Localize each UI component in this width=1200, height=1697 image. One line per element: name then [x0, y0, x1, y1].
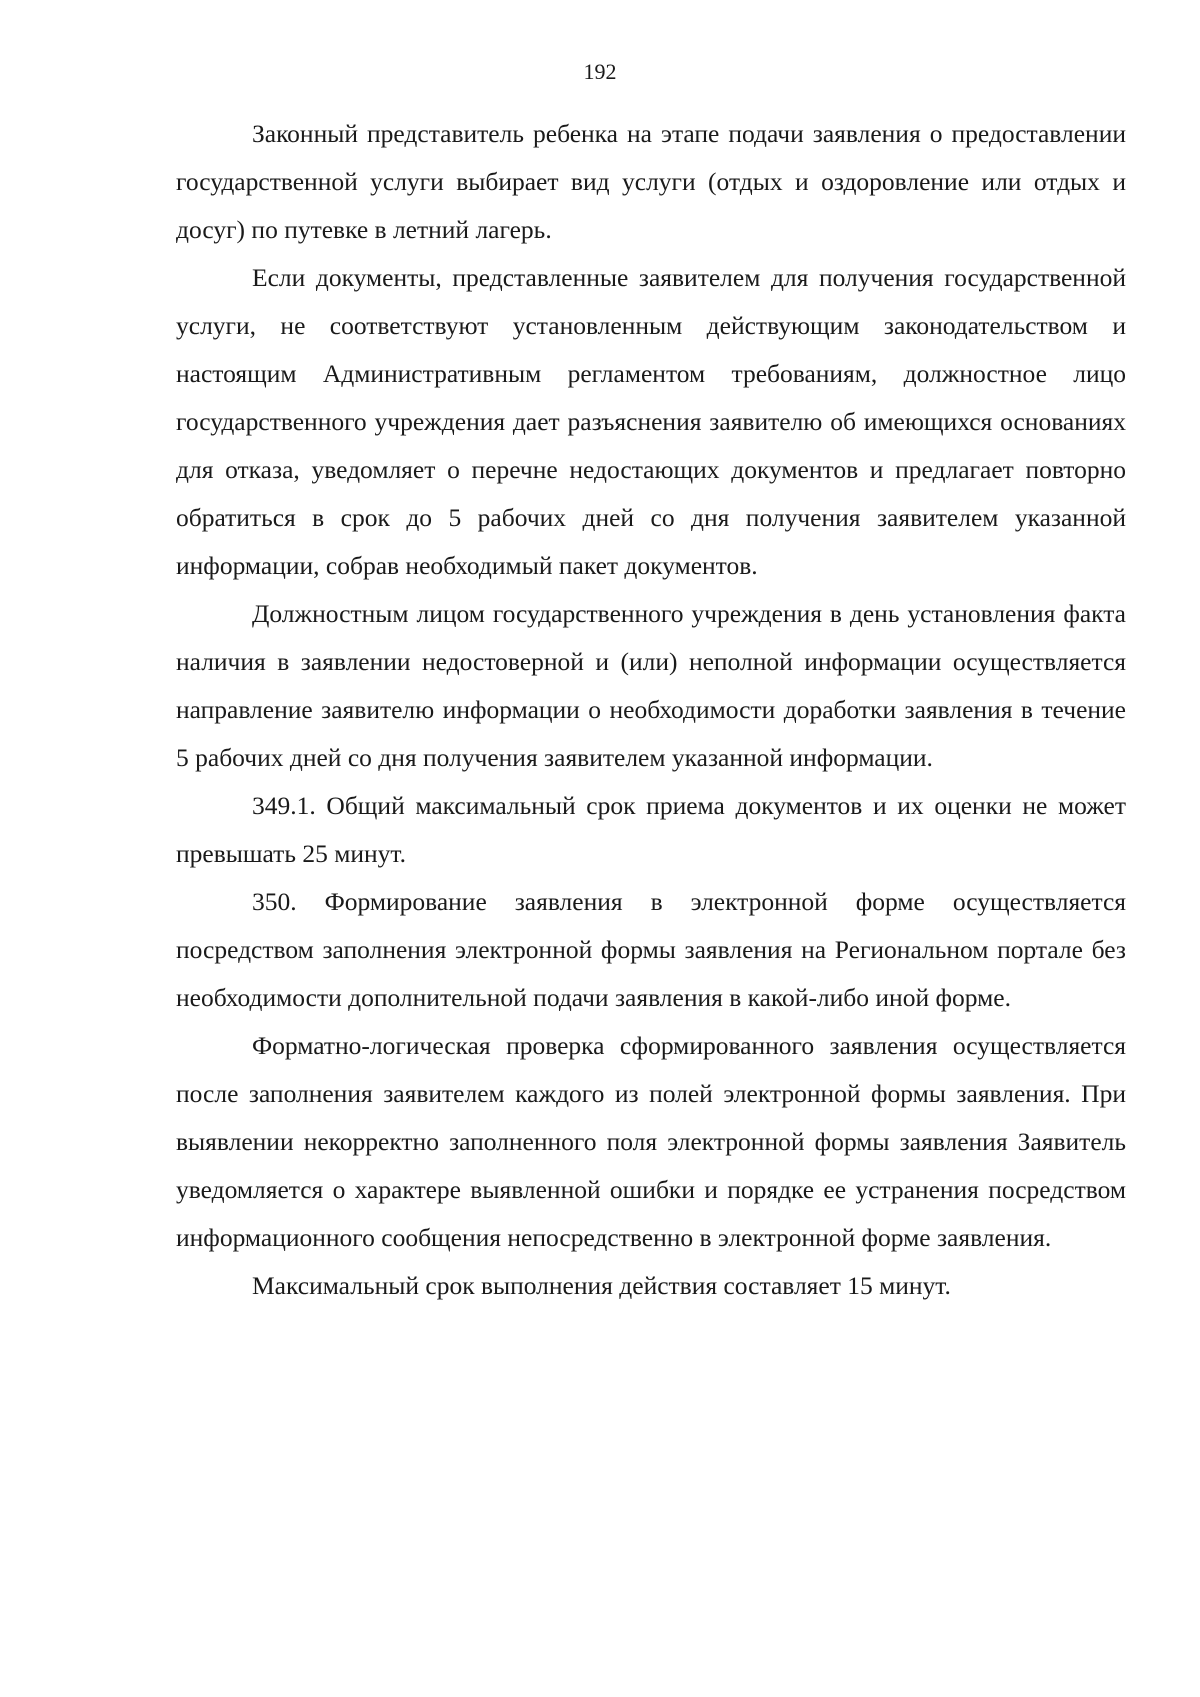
- paragraph: Если документы, представленные заявителем для получения государственной услуги, не соответствуют установленным действующим законодательством и настоящим Административным регламентом требованиям, должностное лицо государственного учреждения дает разъяснения заявителю об имеющихся основаниях для отказа, уведомляет о перечне недостающих документов и предлагает повторно обратиться в срок до 5 рабочих дней со дня получения заявителем указанной информации, собрав необходимый пакет документов.: [176, 263, 1126, 580]
- page-number: 192: [583, 59, 617, 84]
- document-body: [176, 110, 1126, 1310]
- paragraph: 349.1. Общий максимальный срок приема документов и их оценки не может превышать 25 минут.: [176, 791, 1126, 868]
- paragraph: 350. Формирование заявления в электронной форме осуществляется посредством заполнения электронной формы заявления на Региональном портале без необходимости дополнительной подачи заявления в какой-либо иной форме.: [176, 887, 1126, 1012]
- paragraph: Законный представитель ребенка на этапе подачи заявления о предоставлении государственной услуги выбирает вид услуги (отдых и оздоровление или отдых и досуг) по путевке в летний лагерь.: [176, 119, 1126, 244]
- paragraph: Форматно-логическая проверка сформированного заявления осуществляется после заполнения заявителем каждого из полей электронной формы заявления. При выявлении некорректно заполненного поля электронной формы заявления Заявитель уведомляется о характере выявленной ошибки и порядке ее устранения посредством информационного сообщения непосредственно в электронной форме заявления.: [176, 1031, 1126, 1252]
- paragraph: Максимальный срок выполнения действия составляет 15 минут.: [252, 1271, 951, 1300]
- paragraph: Должностным лицом государственного учреждения в день установления факта наличия в заявлении недостоверной и (или) неполной информации осуществляется направление заявителю информации о необходимости доработки заявления в течение 5 рабочих дней со дня получения заявителем указанной информации.: [176, 599, 1126, 772]
